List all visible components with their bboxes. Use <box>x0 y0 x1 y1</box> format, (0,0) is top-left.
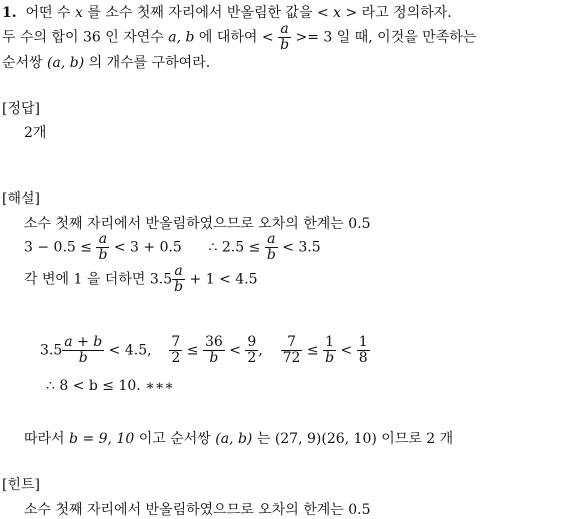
solution-text: 따라서 <box>24 431 65 447</box>
fraction-numerator: 9 <box>247 334 257 350</box>
math-number: 3.5 <box>40 342 63 359</box>
fraction-denominator: 2 <box>171 350 181 366</box>
fraction-denominator: b <box>174 279 184 295</box>
fraction-numerator: a + b <box>64 334 103 350</box>
math-expression: ∴ 2.5 ≤ <box>208 239 261 256</box>
fraction <box>203 335 225 366</box>
problem-text: >= 3 일 때, 이것을 만족하는 <box>295 29 477 46</box>
solution-line-4 <box>40 335 370 366</box>
fraction-denominator: b <box>266 247 276 263</box>
math-operator: < <box>340 342 353 359</box>
problem-line-2 <box>2 22 476 53</box>
fraction-numerator: a <box>267 231 276 247</box>
fraction <box>169 335 182 366</box>
fraction-numerator: 1 <box>358 334 368 350</box>
fraction-denominator: b <box>325 350 335 366</box>
problem-text: 의 개수를 구하여라. <box>88 55 211 71</box>
solution-text: 이므로 2 개 <box>381 431 454 447</box>
fraction <box>323 335 336 366</box>
math-var: x <box>75 5 83 21</box>
problem-text: 라고 정의하자. <box>361 5 452 21</box>
fraction <box>357 335 370 366</box>
math-expression: < x > <box>316 5 358 21</box>
math-punctuation: , <box>258 342 263 359</box>
fraction-denominator: b <box>62 350 104 366</box>
solution-text: 는 <box>256 431 271 447</box>
fraction <box>265 232 278 263</box>
fraction <box>172 264 185 295</box>
math-operator: < <box>229 342 241 359</box>
solution-line-2 <box>24 232 321 263</box>
problem-text: 에 대하여 < <box>198 29 274 46</box>
solution-line-1: 소수 첫째 자리에서 반올림하였으므로 오차의 한계는 0.5 <box>24 216 371 232</box>
math-expression: < 3 + 0.5 <box>113 239 182 256</box>
fraction-numerator: 1 <box>325 334 335 350</box>
problem-text: 어떤 수 <box>25 5 71 21</box>
fraction-numerator: 7 <box>287 334 296 350</box>
solution-text: 각 변에 1 을 더하면 <box>24 271 146 288</box>
problem-text: 순서쌍 <box>2 55 43 71</box>
math-operator: ≤ <box>186 342 199 359</box>
answer-header: [정답] <box>2 101 40 117</box>
math-expression: (27, 9)(26, 10) <box>274 431 377 447</box>
fraction <box>62 335 104 366</box>
solution-header: [해설] <box>2 191 40 207</box>
answer-value: 2개 <box>24 125 47 141</box>
fraction-denominator: 8 <box>358 350 368 366</box>
math-expression: < 3.5 <box>282 239 321 256</box>
solution-line-6 <box>24 428 453 448</box>
fraction <box>281 335 303 366</box>
math-pair: (a, b) <box>47 55 85 71</box>
problem-line-3 <box>2 52 210 72</box>
solution-line-5: ∴ 8 < b ≤ 10. ∗∗∗ <box>46 378 174 394</box>
fraction <box>278 22 291 53</box>
hint-line-1: 소수 첫째 자리에서 반올림하였으므로 오차의 한계는 0.5 <box>24 502 371 518</box>
fraction-denominator: 72 <box>282 350 301 366</box>
math-vars: a, b <box>168 29 195 46</box>
fraction-numerator: 36 <box>204 334 223 350</box>
fraction <box>245 335 258 366</box>
fraction-denominator: b <box>203 350 225 366</box>
fraction-denominator: 2 <box>247 350 257 366</box>
solution-line-3 <box>24 264 258 295</box>
fraction-numerator: a <box>98 231 108 247</box>
math-expression: < 4.5, <box>108 342 152 359</box>
solution-text: 이고 순서쌍 <box>138 431 211 447</box>
problem-text: 두 수의 합이 36 인 자연수 <box>2 29 164 46</box>
problem-number: 1. <box>2 5 17 21</box>
fraction <box>96 232 109 263</box>
fraction-denominator: b <box>280 37 290 53</box>
fraction-numerator: a <box>280 21 289 37</box>
math-operator: ≤ <box>306 342 319 359</box>
problem-text: 를 소수 첫째 자리에서 반올림한 값을 <box>87 5 313 21</box>
fraction-numerator: a <box>174 263 183 279</box>
problem-line-1 <box>2 2 452 22</box>
math-number: 3.5 <box>149 271 173 288</box>
fraction-numerator: 7 <box>171 334 181 350</box>
fraction-denominator: b <box>98 247 108 263</box>
math-expression: 3 − 0.5 ≤ <box>24 239 92 256</box>
math-pair: (a, b) <box>215 431 253 447</box>
hint-header: [힌트] <box>2 477 40 493</box>
math-expression: + 1 < 4.5 <box>189 271 258 288</box>
math-expression: b = 9, 10 <box>69 431 135 447</box>
